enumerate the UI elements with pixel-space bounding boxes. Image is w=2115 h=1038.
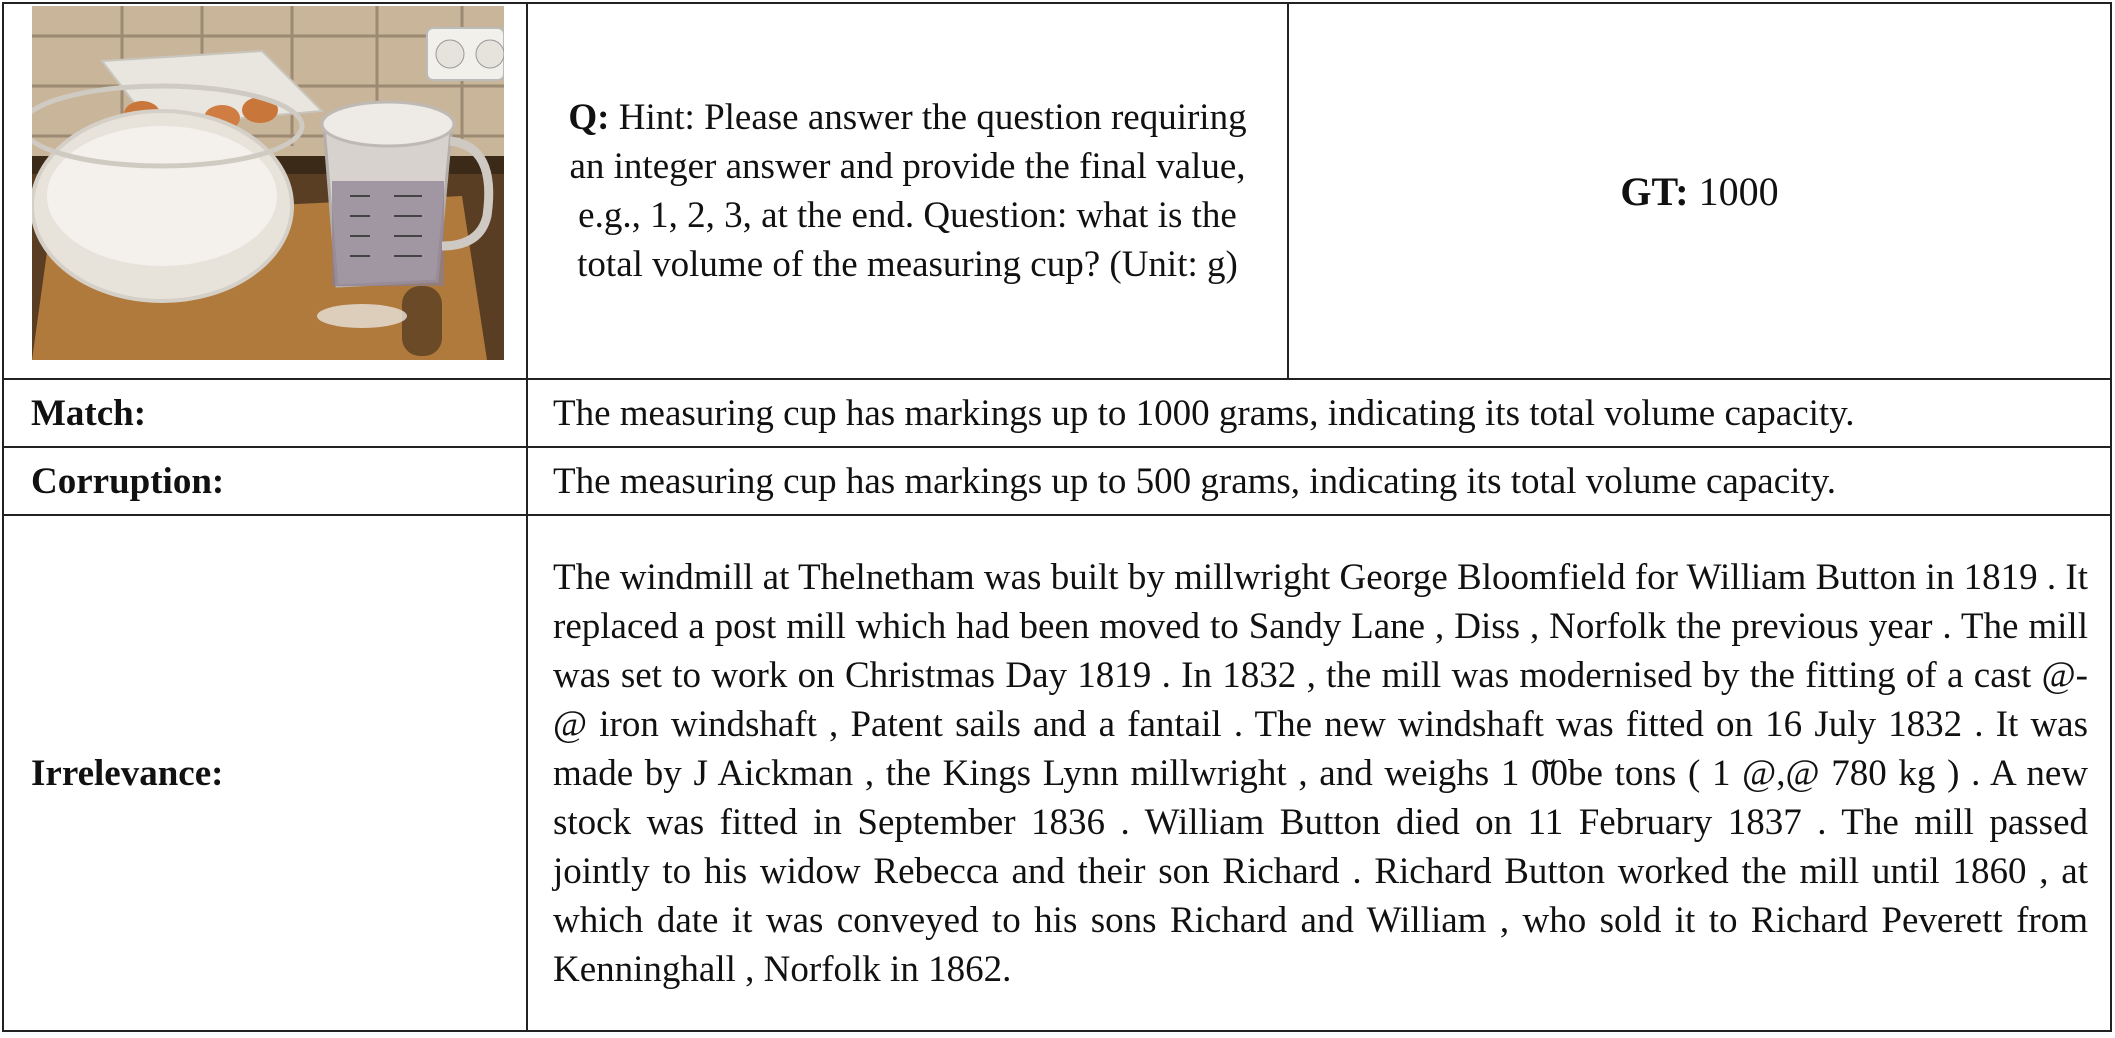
question xyxy=(566,93,1249,289)
question-cell xyxy=(528,4,1287,378)
corruption-label: Corruption: xyxy=(31,460,225,502)
match-label-cell xyxy=(4,380,526,446)
ground-truth-cell xyxy=(1289,4,2110,378)
gt-value: 1000 xyxy=(1698,168,1779,214)
table-border-bottom xyxy=(2,1030,2112,1032)
image-cell xyxy=(4,4,526,378)
corruption-text: The measuring cup has markings up to 500 grams, indicating its total volume capacity. xyxy=(553,460,1837,502)
irrelevance-text-cell xyxy=(528,516,2110,1030)
corruption-label-cell xyxy=(4,448,526,514)
gt-label: GT: xyxy=(1620,168,1689,214)
table-border-right xyxy=(2110,2,2112,1032)
ground-truth xyxy=(1289,168,2110,215)
comparison-table xyxy=(2,2,2112,1032)
match-text: The measuring cup has markings up to 1000 grams, indicating its total volume capacity. xyxy=(553,392,1855,434)
corruption-text-cell xyxy=(528,448,2110,514)
irrelevance-text: The windmill at Thelnetham was built by millwright George Bloomfield for William Button in 1819 . It replaced a post mill which had been moved to Sandy Lane , Diss , Norfolk the previous year . The mill was set to work on Christmas Day 1819 . In 1832 , the mill was modernised by the fitting of a cast @-@ iron windshaft , Patent sails and a fantail . The new windshaft was fitted on 16 July 1832 . It was made by J Aickman , the Kings Lynn millwright , and weighs 1 0̆0be tons ( 1 @,@ 780 kg ) . A new stock was fitted in September 1836 . William Button died on 11 February 1837 . The mill passed jointly to his widow Rebecca and their son Richard . Richard Button worked the mill until 1860 , at which date it was conveyed to his sons Richard and William , who sold it to Richard Peverett from Kenninghall , Norfolk in 1862. xyxy=(553,556,2088,990)
kitchen-photo xyxy=(32,6,504,360)
irrelevance-label: Irrelevance: xyxy=(31,752,224,794)
match-text-cell xyxy=(528,380,2110,446)
irrelevance-label-cell xyxy=(4,516,526,1030)
question-label: Q: xyxy=(568,97,610,138)
question-text: Hint: Please answer the question requiring an integer answer and provide the final value, e.g., 1, 2, 3, at the end. Question: what is the total volume of the measuring cup? (Unit: g) xyxy=(569,97,1247,285)
match-label: Match: xyxy=(31,392,147,434)
